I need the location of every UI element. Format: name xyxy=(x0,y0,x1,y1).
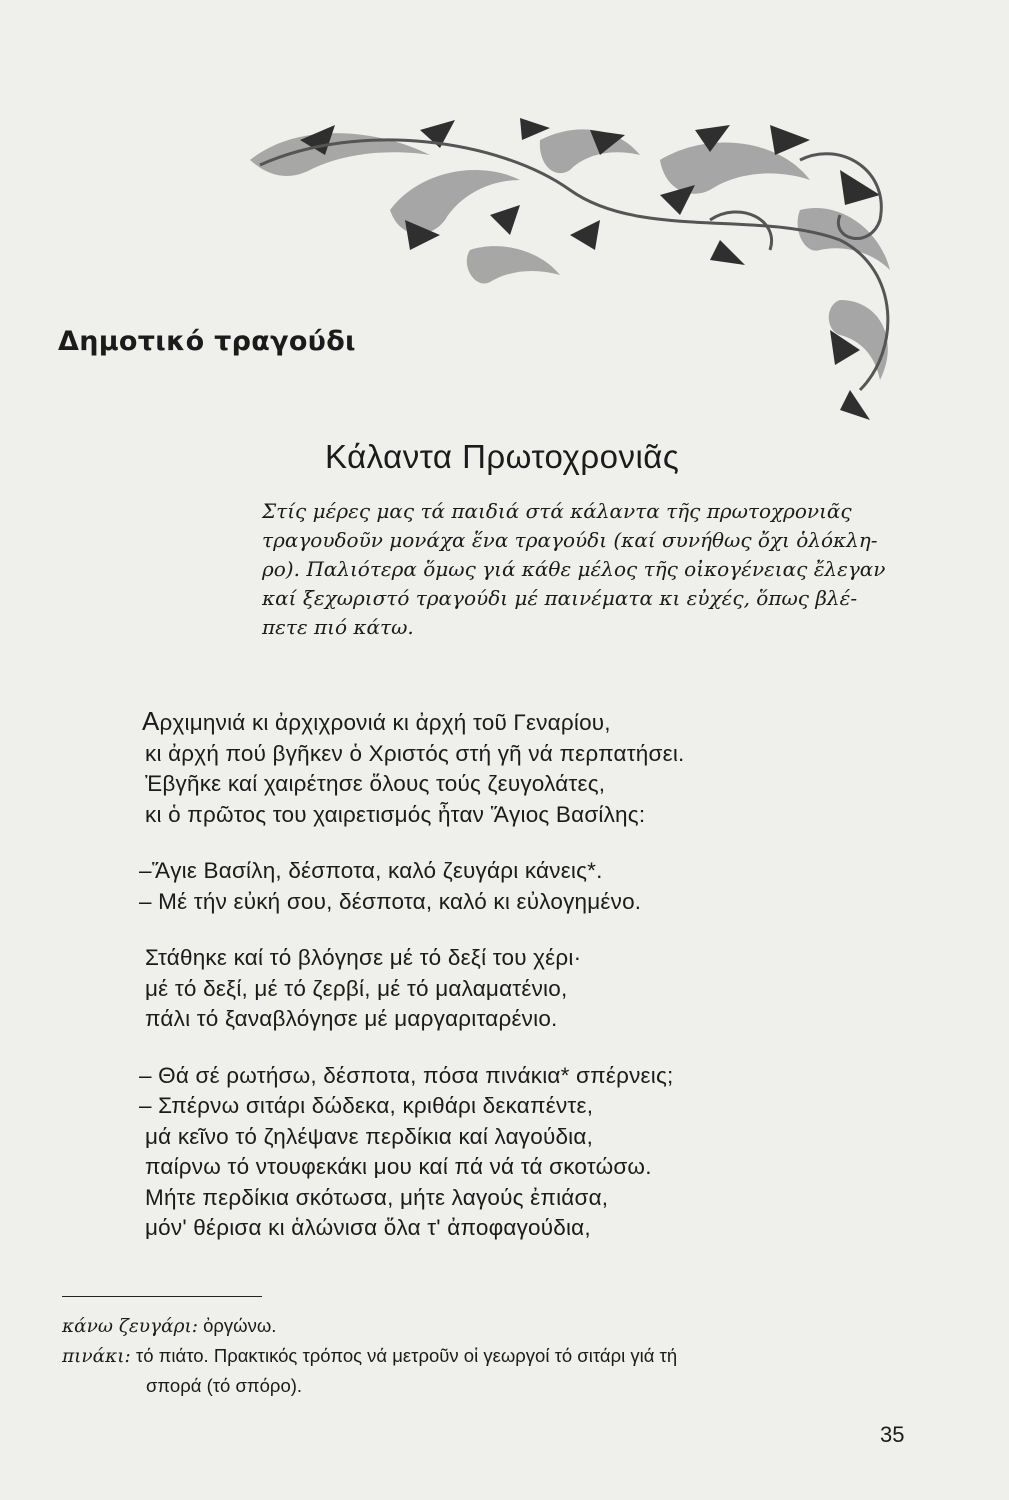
poem-line: – Μέ τήν εὐκή σου, δέσποτα, καλό κι εὐλογημένο. xyxy=(139,888,642,914)
stanza xyxy=(139,856,925,917)
poem-line: – Θά σέ ρωτήσω, δέσποτα, πόσα πινάκια* σπέρνεις; xyxy=(139,1062,674,1088)
floral-corner-ornament-icon xyxy=(240,100,920,430)
stanza xyxy=(145,943,925,1035)
poem-line: Ἐβγῆκε καί χαιρέτησε ὅλους τούς ζευγολάτες, xyxy=(145,771,606,796)
intro-line: τραγουδοῦν μονάχα ἕνα τραγούδι (καί συνήθως ὄχι ὁλόκλη- xyxy=(262,528,878,552)
intro-line: Στίς μέρες μας τά παιδιά στά κάλαντα τῆς πρωτοχρονιᾶς xyxy=(262,499,852,523)
poem-line xyxy=(142,706,925,739)
footnote-text: ὀργώνω. xyxy=(197,1315,277,1336)
footnote-term: κάνω ζευγάρι: xyxy=(62,1316,198,1337)
poem-line: Στάθηκε καί τό βλόγησε μέ τό δεξί του χέρι· xyxy=(145,945,582,970)
song-intro xyxy=(262,497,912,642)
poem-line: μά κεῖνο τό ζηλέψανε περδίκια καί λαγούδια, xyxy=(145,1123,594,1149)
section-title: Δημοτικό τραγούδι xyxy=(58,326,356,357)
footnote xyxy=(62,1311,922,1341)
poem-line: κι ὁ πρῶτος του χαιρετισμός ἦταν Ἅγιος Βασίλης: xyxy=(145,801,646,827)
poem-line: κι ἀρχή πού βγῆκεν ὁ Χριστός στή γῆ νά περπατήσει. xyxy=(145,740,685,766)
footnote-text: τό πιάτο. Πρακτικός τρόπος νά μετροῦν οἱ γεωργοί τό σιτάρι γιά τή xyxy=(130,1345,678,1366)
stanza xyxy=(139,1061,925,1244)
footnotes xyxy=(62,1311,922,1400)
page-number: 35 xyxy=(880,1422,905,1447)
footnote-divider xyxy=(62,1296,262,1297)
poem-line: πάλι τό ξαναβλόγησε μέ μαργαριταρένιο. xyxy=(145,1006,558,1031)
intro-line: πετε πιό κάτω. xyxy=(262,615,414,639)
poem-line: παίρνω τό ντουφεκάκι μου καί πά νά τά σκοτώσω. xyxy=(145,1154,652,1179)
song-title: Κάλαντα Πρωτοχρονιᾶς xyxy=(325,438,680,475)
poem-line: –Ἅγιε Βασίλη, δέσποτα, καλό ζευγάρι κάνεις*. xyxy=(139,858,603,883)
poem-line-text: ρχιμηνιά κι ἀρχιχρονιά κι ἀρχή τοῦ Γεναρίου, xyxy=(159,710,611,735)
poem-line: μέ τό δεξί, μέ τό ζερβί, μέ τό μαλαματένιο, xyxy=(145,975,568,1001)
first-letter: Α xyxy=(142,706,160,736)
stanza xyxy=(142,706,925,830)
intro-line: ρο). Παλιότερα ὅμως γιά κάθε μέλος τῆς οἰκογένειας ἔλεγαν xyxy=(262,557,886,581)
footnote xyxy=(62,1341,922,1371)
footnote-continuation: σπορά (τό σπόρο). xyxy=(146,1375,303,1396)
intro-line: καί ξεχωριστό τραγούδι μέ παινέματα κι εὐχές, ὅπως βλέ- xyxy=(262,586,858,610)
poem-line: Μήτε περδίκια σκότωσα, μήτε λαγούς ἐπιάσα, xyxy=(145,1184,609,1210)
poem xyxy=(139,706,925,1244)
footnote-term: πινάκι: xyxy=(62,1346,131,1367)
poem-line: μόν' θέρισα κι ἁλώνισα ὅλα τ' ἀποφαγούδια, xyxy=(145,1215,591,1240)
poem-line: – Σπέρνω σιτάρι δώδεκα, κριθάρι δεκαπέντε, xyxy=(139,1093,594,1118)
